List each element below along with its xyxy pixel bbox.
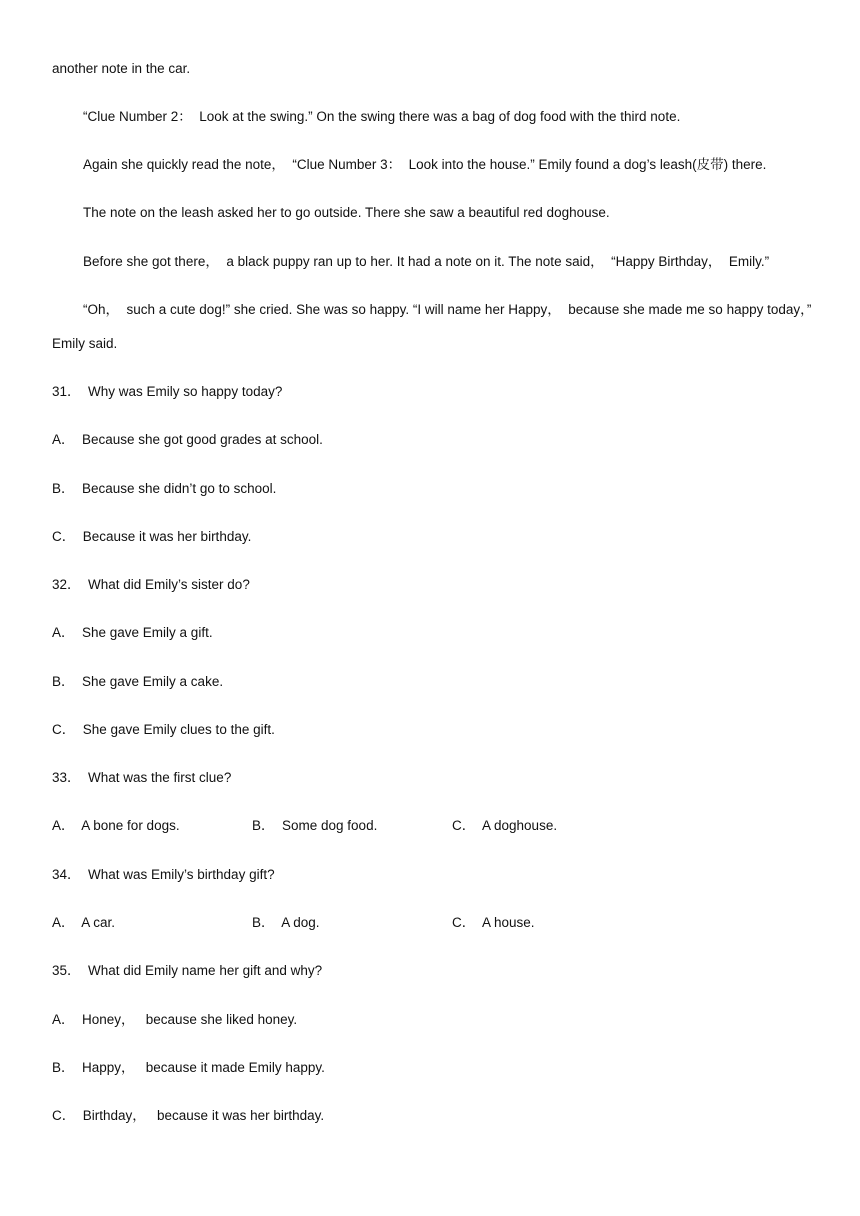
answer-option: A． Because she got good grades at school.	[52, 432, 323, 447]
answer-option: B． Some dog food.	[252, 818, 378, 833]
passage-cjk-gloss: 皮带	[696, 157, 724, 173]
answer-option: C． Because it was her birthday.	[52, 529, 252, 544]
answer-option: A． She gave Emily a gift.	[52, 625, 213, 640]
answer-option: B． Happy， because it made Emily happy.	[52, 1060, 325, 1075]
answer-option: C． She gave Emily clues to the gift.	[52, 722, 275, 737]
answer-option: C． A doghouse.	[452, 818, 558, 833]
answer-option: C． A house.	[452, 915, 535, 930]
answer-option: C． Birthday， because it was her birthday.	[52, 1108, 325, 1123]
passage-line-part: Again she quickly read the note， “Clue Number 3： Look into the house.” Emily found a dog’s leash(	[83, 157, 697, 172]
answer-option: B． Because she didn’t go to school.	[52, 481, 277, 496]
question-stem: 35． What did Emily name her gift and why?	[52, 963, 323, 978]
answer-option: A． A car.	[52, 915, 116, 930]
answer-option: A． Honey， because she liked honey.	[52, 1012, 298, 1027]
passage-line-part: ) there.	[723, 157, 767, 172]
passage-line: Before she got there， a black puppy ran up to her. It had a note on it. The note said， “Happy Birthday， Emily.”	[83, 254, 770, 269]
passage-line	[83, 156, 766, 174]
question-stem: 32． What did Emily’s sister do?	[52, 577, 250, 592]
passage-line: “Clue Number 2： Look at the swing.” On the swing there was a bag of dog food with the third note.	[83, 109, 681, 124]
answer-option: B． A dog.	[252, 915, 320, 930]
answer-option: A． A bone for dogs.	[52, 818, 180, 833]
answer-option: B． She gave Emily a cake.	[52, 674, 224, 689]
passage-line: The note on the leash asked her to go outside. There she saw a beautiful red doghouse.	[83, 205, 610, 220]
passage-line: “Oh， such a cute dog!” she cried. She was so happy. “I will name her Happy， because she made me so happy today，”	[83, 302, 812, 317]
question-stem: 31． Why was Emily so happy today?	[52, 384, 283, 399]
question-stem: 34． What was Emily’s birthday gift?	[52, 867, 275, 882]
question-stem: 33． What was the first clue?	[52, 770, 232, 785]
passage-line: another note in the car.	[52, 61, 191, 76]
passage-line: Emily said.	[52, 336, 118, 351]
